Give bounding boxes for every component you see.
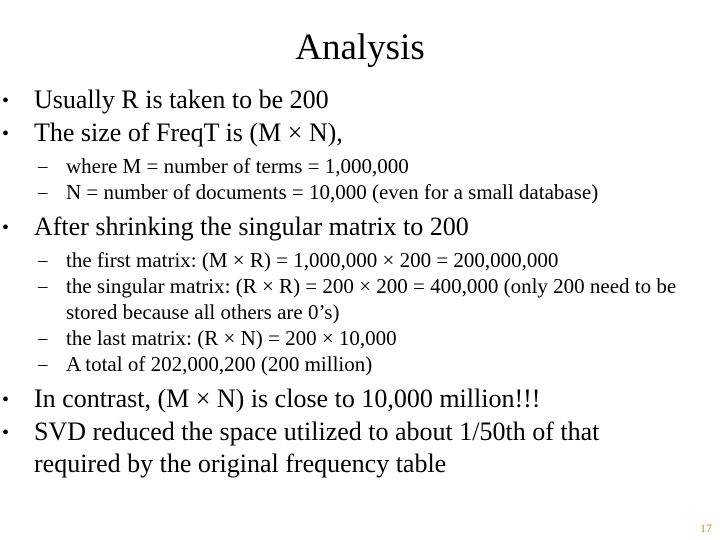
sub-bullet-text: the singular matrix: (R × R) = 200 × 200 = 400,000 (only 200 need to be stored because all others are 0’s) xyxy=(66,274,677,324)
bullet-text: SVD reduced the space utilized to about 1/50th of that required by the original frequency table xyxy=(34,417,600,478)
bullet-item xyxy=(0,84,684,116)
sub-bullet-marker: – xyxy=(38,250,48,271)
bullet-item xyxy=(0,416,684,480)
sub-bullet-text: N = number of documents = 10,000 (even for a small database) xyxy=(66,180,599,204)
sub-bullet-marker: – xyxy=(38,354,48,375)
bullet-text: In contrast, (M × N) is close to 10,000 million!!! xyxy=(34,384,541,413)
bullet-marker: • xyxy=(2,123,10,145)
slide-title: Analysis xyxy=(295,27,425,68)
sub-bullet-marker: – xyxy=(38,156,48,177)
sub-bullet-item xyxy=(0,351,686,377)
slide-number: 17 xyxy=(700,521,712,535)
sub-bullet-marker: – xyxy=(38,276,48,297)
sub-bullet-text: the first matrix: (M × R) = 1,000,000 × 200 = 200,000,000 xyxy=(66,248,559,272)
bullet-text: Usually R is taken to be 200 xyxy=(34,85,329,114)
bullet-item xyxy=(0,211,684,243)
sub-bullet-text: A total of 202,000,200 (200 million) xyxy=(66,352,373,376)
bullet-text: After shrinking the singular matrix to 200 xyxy=(34,212,469,241)
sub-bullet-marker: – xyxy=(38,182,48,203)
sub-bullet-text: the last matrix: (R × N) = 200 × 10,000 xyxy=(66,326,397,350)
bullet-item xyxy=(0,117,684,149)
bullet-text: The size of FreqT is (M × N), xyxy=(34,118,343,147)
bullet-marker: • xyxy=(2,90,10,112)
bullet-marker: • xyxy=(2,422,10,444)
sub-bullet-item xyxy=(0,273,686,325)
bullet-item xyxy=(0,383,684,415)
sub-bullet-item xyxy=(0,247,686,273)
sub-bullet-item xyxy=(0,179,686,205)
sub-bullet-text: where M = number of terms = 1,000,000 xyxy=(66,154,409,178)
sub-bullet-marker: – xyxy=(38,328,48,349)
sub-bullet-item xyxy=(0,325,686,351)
bullet-list xyxy=(0,84,720,480)
bullet-marker: • xyxy=(2,389,10,411)
bullet-marker: • xyxy=(2,217,10,239)
sub-bullet-item xyxy=(0,153,686,179)
